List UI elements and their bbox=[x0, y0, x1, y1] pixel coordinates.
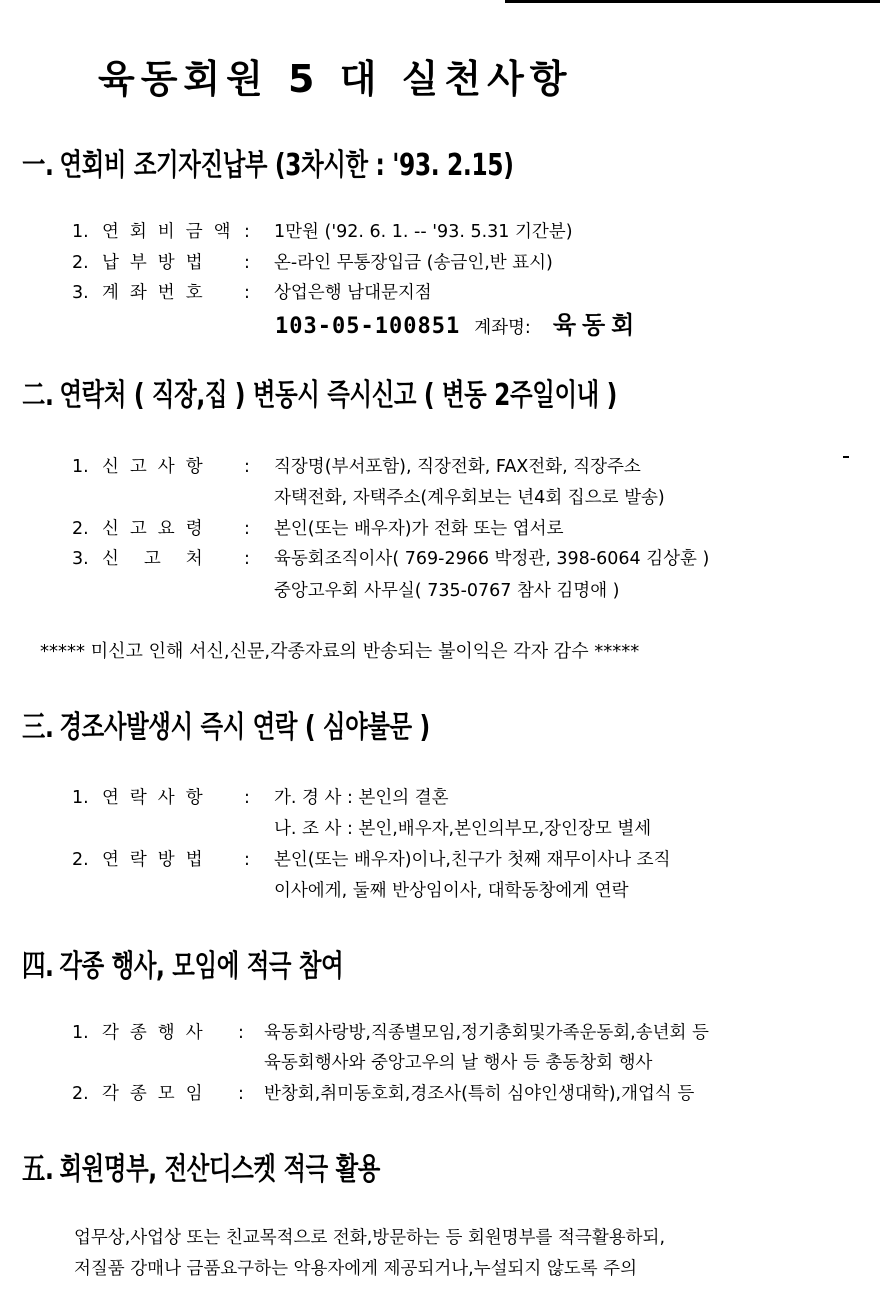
item-colon: : bbox=[244, 222, 250, 242]
item-number: 3. bbox=[72, 549, 89, 569]
item-value: 온-라인 무통장입금 (송금인,반 표시) bbox=[274, 253, 553, 273]
section-1-heading bbox=[22, 140, 513, 184]
item-colon: : bbox=[244, 283, 250, 303]
section-2-item-1-cont: 자택전화, 자택주소(계우회보는 년4회 집으로 발송) bbox=[274, 488, 665, 508]
section-3-item-2-cont: 이사에게, 둘째 반상임이사, 대학동창에게 연락 bbox=[274, 881, 629, 901]
item-value: 반창회,취미동호회,경조사(특히 심야인생대학),개업식 등 bbox=[264, 1084, 695, 1104]
notice-banner: ***** 미신고 인해 서신,신문,각종자료의 반송되는 불이익은 각자 감수 ***** bbox=[40, 641, 640, 662]
section-1-item-3 bbox=[72, 279, 432, 304]
item-colon: : bbox=[238, 1084, 244, 1104]
section-2-item-2 bbox=[72, 515, 563, 540]
item-label: 각종모임 bbox=[102, 1084, 214, 1104]
section-5-heading bbox=[22, 1144, 380, 1188]
item-number: 2. bbox=[72, 519, 89, 539]
section-1-title: 연회비 조기자진납부 (3차시한 : '93. 2.15) bbox=[59, 148, 514, 183]
section-5-title: 회원명부, 전산디스켓 적극 활용 bbox=[59, 1152, 381, 1187]
section-4-item-2 bbox=[72, 1080, 694, 1105]
section-4-title: 각종 행사, 모임에 적극 참여 bbox=[59, 949, 344, 984]
item-label: 계좌번호 bbox=[102, 283, 214, 303]
item-label: 납부방법 bbox=[102, 253, 214, 273]
account-number: 103-05-100851 bbox=[275, 314, 461, 339]
item-label: 각종행사 bbox=[102, 1023, 214, 1043]
section-5-paragraph-line-1: 업무상,사업상 또는 친교목적으로 전화,방문하는 등 회원명부를 적극활용하되, bbox=[74, 1228, 666, 1248]
item-value: 상업은행 남대문지점 bbox=[274, 283, 432, 303]
item-colon: : bbox=[244, 788, 250, 808]
section-1-item-2 bbox=[72, 249, 553, 274]
section-2-title: 연락처 ( 직장,집 ) 변동시 즉시신고 ( 변동 2주일이내 ) bbox=[59, 378, 617, 413]
section-3-title: 경조사발생시 즉시 연락 ( 심야불문 ) bbox=[59, 710, 430, 745]
top-rule bbox=[505, 0, 880, 3]
item-number: 2. bbox=[72, 253, 89, 273]
item-value: 본인(또는 배우자)이나,친구가 첫째 재무이사나 조직 bbox=[274, 850, 671, 870]
section-3-item-2 bbox=[72, 846, 670, 871]
section-5-paragraph-line-2: 저질품 강매나 금품요구하는 악용자에게 제공되거나,누설되지 않도록 주의 bbox=[74, 1259, 637, 1279]
account-label: 계좌명: bbox=[474, 318, 531, 338]
item-number: 1. bbox=[72, 1023, 89, 1043]
item-colon: : bbox=[244, 549, 250, 569]
section-5-number: 五. bbox=[22, 1152, 54, 1187]
item-label: 연락방법 bbox=[102, 850, 214, 870]
item-number: 1. bbox=[72, 457, 89, 477]
section-4-item-1-cont: 육동회행사와 중앙고우의 날 행사 등 총동창회 행사 bbox=[264, 1053, 653, 1073]
item-label: 신고요령 bbox=[102, 519, 214, 539]
section-3-heading bbox=[22, 702, 430, 746]
item-colon: : bbox=[238, 1023, 244, 1043]
scan-speck bbox=[843, 456, 849, 458]
item-label: 신고사항 bbox=[102, 457, 214, 477]
account-name: 육동회 bbox=[552, 311, 641, 339]
section-3-item-1-cont: 나. 조 사 : 본인,배우자,본인의부모,장인장모 별세 bbox=[274, 819, 652, 839]
item-label: 연회비금액 bbox=[102, 222, 242, 242]
section-2-item-3-cont: 중앙고우회 사무실( 735-0767 참사 김명애 ) bbox=[274, 581, 620, 601]
account-line bbox=[275, 305, 640, 340]
item-value: 직장명(부서포함), 직장전화, FAX전화, 직장주소 bbox=[274, 457, 641, 477]
section-3-number: 三. bbox=[22, 710, 54, 745]
page-title: 육동회원 5 대 실천사항 bbox=[98, 57, 573, 101]
item-colon: : bbox=[244, 457, 250, 477]
section-1-number: 一. bbox=[22, 148, 54, 183]
section-1-item-1 bbox=[72, 218, 573, 243]
item-number: 2. bbox=[72, 1084, 89, 1104]
section-4-item-1 bbox=[72, 1019, 709, 1044]
item-number: 1. bbox=[72, 222, 89, 242]
section-2-item-1 bbox=[72, 453, 641, 478]
item-value: 육동회사랑방,직종별모임,정기총회및가족운동회,송년회 등 bbox=[264, 1023, 709, 1043]
section-2-number: 二. bbox=[22, 378, 54, 413]
item-value: 본인(또는 배우자)가 전화 또는 엽서로 bbox=[274, 519, 564, 539]
item-colon: : bbox=[244, 519, 250, 539]
item-label: 신고처 bbox=[102, 549, 228, 569]
item-number: 1. bbox=[72, 788, 89, 808]
section-4-number: 四. bbox=[22, 949, 54, 984]
item-label: 연락사항 bbox=[102, 788, 214, 808]
item-value: 1만원 ('92. 6. 1. -- '93. 5.31 기간분) bbox=[274, 222, 573, 242]
item-colon: : bbox=[244, 850, 250, 870]
item-value: 가. 경 사 : 본인의 결혼 bbox=[274, 788, 449, 808]
section-3-item-1 bbox=[72, 784, 449, 809]
item-number: 3. bbox=[72, 283, 89, 303]
section-2-item-3 bbox=[72, 545, 709, 570]
item-number: 2. bbox=[72, 850, 89, 870]
section-4-heading bbox=[22, 941, 343, 985]
section-2-heading bbox=[22, 370, 617, 414]
item-colon: : bbox=[244, 253, 250, 273]
item-value: 육동회조직이사( 769-2966 박정관, 398-6064 김상훈 ) bbox=[274, 549, 710, 569]
